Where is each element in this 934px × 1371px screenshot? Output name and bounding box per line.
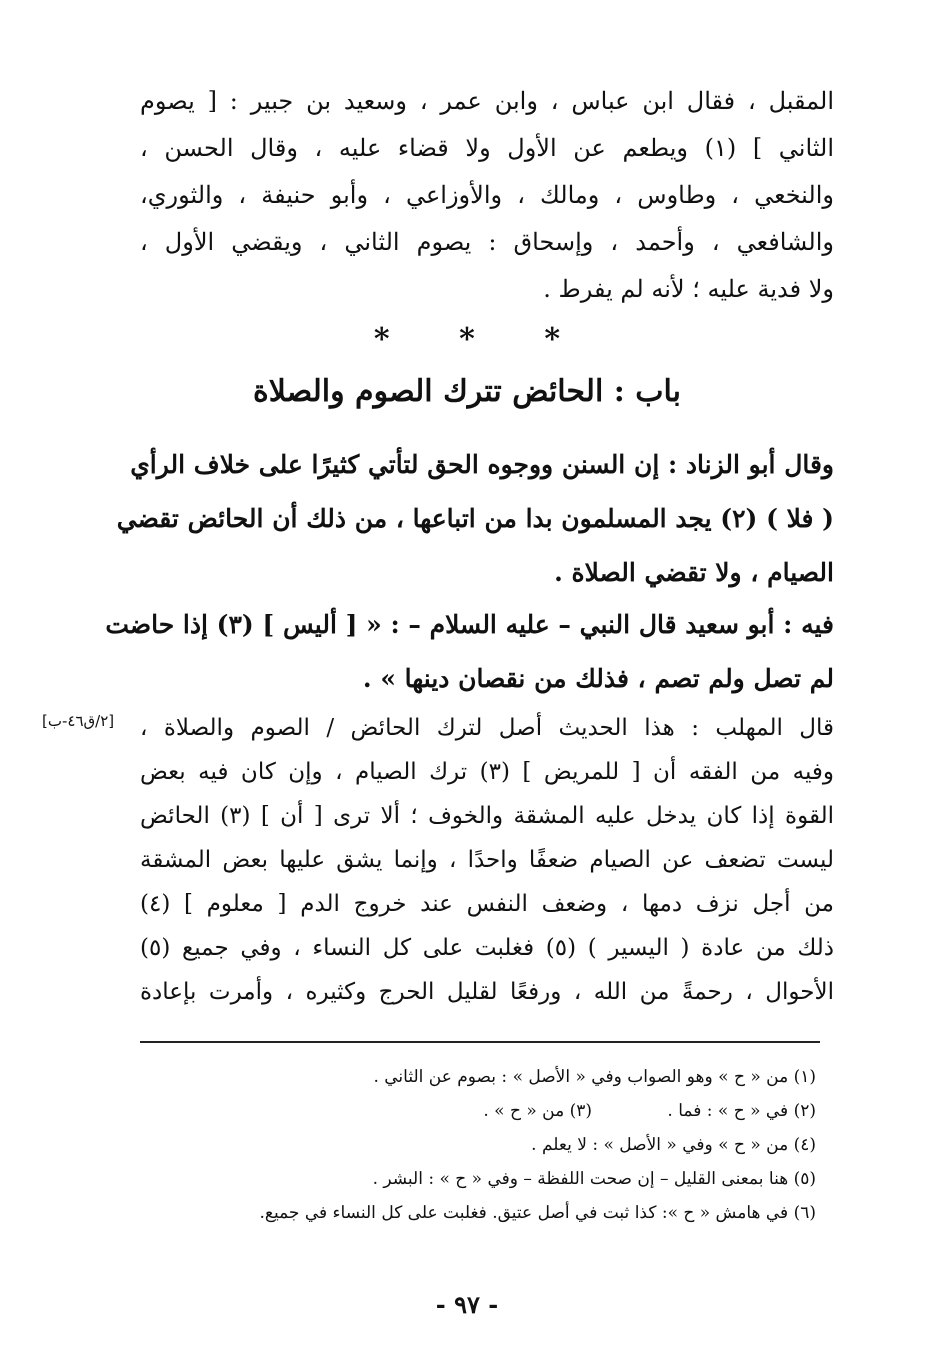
text-line: قال المهلب : هذا الحديث أصل لترك الحائض / الصوم والصلاة ،	[140, 715, 834, 741]
text-line: القوة إذا كان يدخل عليه المشقة والخوف ؛ ألا ترى [ أن ] (٣) الحائض	[140, 803, 834, 829]
text-line: فيه : أبو سعيد قال النبي – عليه السلام – : « [ أليس ] (٣) إذا حاضت	[105, 610, 834, 639]
footnote: (١) من « ح » وهو الصواب وفي « الأصل » : بصوم عن الثاني .	[373, 1067, 816, 1087]
text-line: المقبل ، فقال ابن عباس ، وابن عمر ، وسعيد بن جبير : [ يصوم	[140, 87, 834, 115]
quoted-statement	[116, 438, 834, 600]
text-line: لم تصل ولم تصم ، فذلك من نقصان دينها » .	[362, 664, 834, 693]
text-line: والنخعي ، وطاوس ، ومالك ، والأوزاعي ، وأبو حنيفة ، والثوري،	[140, 181, 834, 209]
footnote-row	[140, 1094, 816, 1128]
footnotes	[140, 1060, 816, 1230]
hadith-text	[105, 598, 834, 706]
paragraph-intro	[140, 78, 834, 313]
footnote: (٣) من « ح » .	[483, 1101, 593, 1121]
text-line: ( فلا ) (٢) يجد المسلمون بدا من اتباعها ، من ذلك أن الحائض تقضي	[116, 504, 834, 533]
footnote: (٤) من « ح » وفي « الأصل » : لا يعلم .	[531, 1135, 816, 1155]
text-line: ذلك من عادة ( اليسير ) (٥) فغلبت على كل النساء ، وفي جميع (٥)	[140, 935, 834, 961]
text-line: الثاني ] (١) ويطعم عن الأول ولا قضاء عليه ، وقال الحسن ،	[140, 134, 835, 162]
page-number: - ٩٧ -	[435, 1290, 499, 1319]
text-line: من أجل نزف دمها ، وضعف النفس عند خروج الدم [ معلوم ] (٤)	[140, 891, 834, 917]
text-line: ولا فدية عليه ؛ لأنه لم يفرط .	[543, 275, 834, 303]
separator-star: *	[544, 322, 561, 357]
footnote: (٢) في « ح » : فما .	[667, 1101, 816, 1121]
separator-star: *	[459, 322, 475, 357]
text-line: ليست تضعف عن الصيام ضعفًا واحدًا ، وإنما يشق عليها بعض المشقة	[140, 847, 834, 873]
manuscript-folio-note: [٢/ق٤٦-ب]	[42, 712, 115, 730]
text-line: وفيه من الفقه أن [ للمريض ] (٣) ترك الصيام ، وإن كان فيه بعض	[140, 759, 834, 785]
separator-star: *	[373, 322, 390, 357]
section-separator	[0, 322, 934, 357]
text-line: وقال أبو الزناد : إن السنن ووجوه الحق لتأتي كثيرًا على خلاف الرأي	[130, 450, 834, 479]
commentary-paragraph	[140, 706, 834, 1014]
chapter-heading: باب : الحائض تترك الصوم والصلاة	[253, 374, 681, 409]
text-line: والشافعي ، وأحمد ، وإسحاق : يصوم الثاني ، ويقضي الأول ،	[140, 228, 834, 256]
footnote: (٦) في هامش « ح »: كذا ثبت في أصل عتيق. فغلبت على كل النساء في جميع.	[259, 1203, 816, 1223]
text-line: الأحوال ، رحمةً من الله ، ورفعًا لقليل الحرج وكثيره ، وأمرت بإعادة	[140, 979, 834, 1005]
footnote-divider	[140, 1041, 820, 1043]
footnote: (٥) هنا بمعنى القليل – إن صحت اللفظة – وفي « ح » : البشر .	[372, 1169, 816, 1189]
text-line: الصيام ، ولا تقضي الصلاة .	[554, 558, 834, 587]
